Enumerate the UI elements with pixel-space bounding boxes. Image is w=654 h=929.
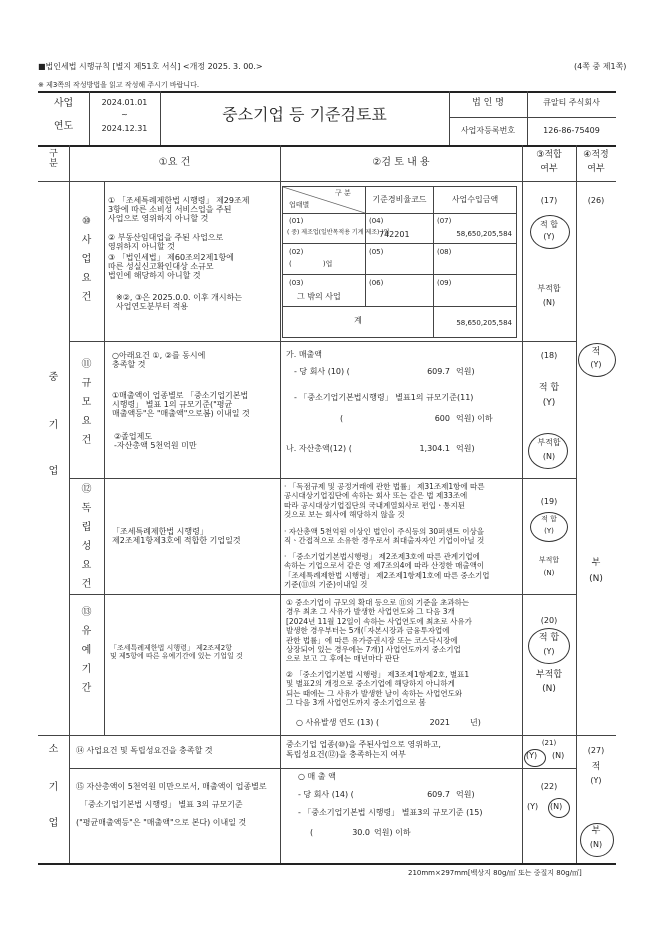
indep-rv-1: · 「독점규제 및 공정거래에 관한 법률」 제31조제1항에 따른 공시대상기업집단에 속하는 회사 또는 같은 법 제33조에 따라 공시대상기업집단의 국내계열회사로 편입ㆍ통지된 것으로 보는 회사에 해당하지 않을 것 bbox=[284, 482, 485, 520]
total-label: 계 bbox=[354, 316, 362, 325]
small-rv-b-unit: 억원) bbox=[456, 790, 475, 799]
line-business bbox=[69, 341, 576, 342]
label-scale: ⑪ 규 모 요 건 bbox=[81, 359, 92, 446]
r1-name: ( 중) 제조업(일반목적용 기계 제조) )업 bbox=[287, 229, 390, 236]
paper-spec: 210mm×297mm[백상지 80g/㎡ 또는 중질지 80g/㎡] bbox=[408, 869, 582, 877]
grace-fit-ng-n: (N) bbox=[542, 684, 556, 694]
business-fit-ok-y: (Y) bbox=[543, 232, 555, 241]
small-rv-d-val: 30.0 bbox=[352, 828, 370, 837]
border-top bbox=[38, 91, 616, 93]
business-req-1: ① 「조세특례제한법 시행령」 제29조제 3항에 따른 소비성 서비스업을 주된 사업으로 영위하지 아니할 것 bbox=[108, 196, 250, 224]
year-label-2: 연도 bbox=[53, 121, 74, 132]
scale-rv-a: 가. 매출액 bbox=[286, 350, 322, 359]
year-label-1: 사업 bbox=[53, 98, 74, 109]
scale-req-c: ②졸업제도 -자산총액 5천억원 미만 bbox=[114, 432, 197, 451]
side-small-3: 업 bbox=[48, 818, 59, 829]
small-rv-b-a: ○ 매 출 액 bbox=[298, 772, 336, 781]
r2-no1: (02) bbox=[289, 248, 304, 256]
small-rv-b-val: 609.7 bbox=[427, 790, 450, 799]
business-fit-ng: 부적합 bbox=[537, 284, 561, 293]
line-corp bbox=[449, 117, 616, 118]
side-small-2: 기 bbox=[48, 782, 59, 793]
scale-rv-d-pre: ( bbox=[340, 414, 344, 423]
business-req-note: ※②, ③은 2025.0.0. 이후 개시하는 사업연도분부터 적용 bbox=[116, 293, 243, 312]
small-a-fit-n: (N) bbox=[552, 751, 565, 760]
sme-overall-ng: 부 bbox=[591, 558, 601, 568]
indep-req: 「조세특례제한법 시행령」 제2조제1항제3호에 적합한 기업일것 bbox=[112, 527, 241, 546]
border-bottom bbox=[38, 863, 616, 865]
grace-fit-no: (20) bbox=[540, 616, 558, 625]
r2-name: ( )업 bbox=[289, 260, 333, 268]
r1-no2: (04) bbox=[369, 217, 384, 225]
col-fit3-2: 여부 bbox=[540, 164, 558, 174]
grace-fit-ok-y: (Y) bbox=[543, 647, 555, 656]
scale-rv-b-unit: 억원) bbox=[456, 367, 475, 376]
v-req bbox=[280, 145, 281, 863]
corp-name: 큐알티 주식회사 bbox=[543, 98, 600, 107]
scale-fit-ng-n: (N) bbox=[542, 452, 556, 461]
business-fit-ng-n: (N) bbox=[542, 298, 556, 307]
side-small-1: 소 bbox=[48, 744, 59, 755]
grace-rv-1: ① 중소기업이 규모의 확대 등으로 ⑪의 기준을 초과하는 경우 최초 그 사유가 발생한 사업연도와 그 다음 3개 [2024년 11월 12일이 속하는 사업연도에 최초로 사유가 발생한 경우부터는 5개(「자본시장과 금융투자업에 관한 법률」에 따른 유가증권시장 또는 코스닥시장에 상장되어 있는 경우에는 7개)] 사업연도까지 중소기업 으로 보고 그 후에는 매년마다 판단 bbox=[286, 598, 472, 664]
col-fit4-1: ④적정 bbox=[583, 150, 609, 160]
table-head-code: 기준경비율코드 bbox=[372, 195, 427, 204]
small-b-fit-n: (N) bbox=[550, 802, 563, 811]
side-sme-1: 중 bbox=[48, 372, 59, 383]
grace-fit-ok: 적 합 bbox=[538, 633, 560, 643]
small-rv-d-unit: 억원) 이하 bbox=[374, 828, 411, 837]
scale-rv-e-pre: 나. 자산총액(12) ( bbox=[286, 444, 352, 453]
table-head-div: 구 분 bbox=[335, 189, 351, 197]
small-req-b-2: 「중소기업기본법 시행령」 별표 3의 규모기준 bbox=[80, 800, 243, 809]
label-business: ⑩ 사 업 요 건 bbox=[81, 216, 92, 303]
v-fit bbox=[576, 145, 577, 863]
business-req-2: ② 부동산임대업을 주된 사업으로 영위하지 아니할 것 bbox=[108, 233, 224, 252]
scale-req-b: ①매출액이 업종별로 「중소기업기본법 시행령」 별표 1의 규모기준("평균 매출액등"은 "매출액"으로봄) 이내일 것 bbox=[112, 391, 250, 419]
indep-fit-no: (19) bbox=[540, 497, 558, 506]
page-number: (4쪽 중 제1쪽) bbox=[574, 62, 627, 71]
small-req-b-1: ⑮ 자산총액이 5천억원 미만으로서, 매출액이 업종별로 bbox=[76, 782, 267, 791]
form-reference: ■법인세법 시행규칙 [별지 제51호 서식] <개정 2025. 3. 00.> bbox=[38, 62, 263, 71]
scale-rv-d-unit: 억원) 이하 bbox=[456, 414, 493, 423]
indep-rv-2: · 자산총액 5천억원 이상인 법인이 주식등의 30퍼센트 이상을 직ㆍ간접적으로 소유한 경우로서 최대출자자인 기업이아닐 것 bbox=[284, 527, 485, 546]
biz-no: 126-86-75409 bbox=[543, 126, 600, 135]
line-scale bbox=[69, 478, 576, 479]
scale-fit-ok-y: (Y) bbox=[542, 398, 556, 408]
business-req-3: ③ 「법인세법」 제60조의2제1항에 따른 성실신고확인대상 소규모 법인에 해당하지 아니할 것 bbox=[108, 253, 234, 281]
label-independence: ⑫ 독 립 성 요 건 bbox=[81, 484, 92, 590]
r1-amt: 58,650,205,584 bbox=[456, 230, 512, 238]
small-overall-ok: 적 bbox=[591, 762, 601, 772]
col-category: 구분 bbox=[49, 149, 58, 169]
grace-rv-3-unit: 년) bbox=[470, 718, 481, 727]
indep-fit-ok: 적 합 bbox=[541, 515, 557, 523]
small-b-fit-y: (Y) bbox=[527, 802, 539, 811]
business-fit-ok: 적 합 bbox=[540, 220, 558, 229]
small-rv-a: 중소기업 업종(⑩)을 주된사업으로 영위하고, 독립성요건(⑫)을 충족하는지 여부 bbox=[286, 740, 441, 759]
scale-fit-ok: 적 합 bbox=[538, 383, 560, 393]
scale-rv-b-pre: - 당 회사 (10) ( bbox=[294, 367, 350, 376]
grace-rv-2: ② 「중소기업기본법 시행령」 제3조제1항제2호, 별표1 및 별표2의 개정으로 중소기업에 해당하지 아니하게 되는 때에는 그 사유가 발생한 날이 속하는 사업연도와 그 다음 3개 사업연도까지 중소기업으로 봄 bbox=[286, 670, 470, 708]
scale-req-a: ○아래요건 ①, ②를 동시에 충족할 것 bbox=[112, 351, 206, 370]
small-rv-b-pre: - 당 회사 (14) ( bbox=[298, 790, 354, 799]
r2-no2: (05) bbox=[369, 248, 384, 256]
col-fit3-1: ③적합 bbox=[536, 150, 562, 160]
business-table bbox=[282, 186, 517, 338]
scale-rv-b-val: 609.7 bbox=[427, 367, 450, 376]
biz-no-label: 사업자등록번호 bbox=[460, 126, 516, 135]
total-amt: 58,650,205,584 bbox=[456, 319, 512, 327]
instruction-note: ※ 제3쪽의 작성방법을 읽고 작성해 주시기 바랍니다. bbox=[38, 81, 200, 89]
line-small-a bbox=[69, 768, 576, 769]
small-req-b-3: ("평균매출액등"은 "매출액"으로 본다) 이내일 것 bbox=[76, 818, 247, 827]
indep-rv-3: · 「중소기업기본법시행령」 제2조제3호에 따른 관계기업에 속하는 기업으로서 같은 영 제7조의4에 따라 산정한 매출액이 「조세특례제한법 시행령」 제2조제1항제1호에 따른 중소기업 기준(⑪의 기준)이내일 것 bbox=[284, 552, 490, 590]
scale-overall-ok-y: (Y) bbox=[590, 360, 602, 369]
label-grace: ⑬ 유 예 기 간 bbox=[81, 607, 92, 694]
small-overall-ng-n: (N) bbox=[589, 840, 603, 849]
r1-code: 742201 bbox=[379, 230, 410, 239]
grace-req: 「조세특례제한법 시행령」 제2조제2항 및 제5항에 따른 유예기간에 있는 기업일 것 bbox=[110, 644, 243, 661]
indep-fit-ng: 부적합 bbox=[538, 556, 560, 564]
grace-rv-3-val: 2021 bbox=[429, 718, 450, 727]
col-review: ②검 토 내 용 bbox=[372, 157, 430, 168]
small-rv-d-pre: ( bbox=[310, 828, 314, 837]
table-head-biz: 업태별 bbox=[289, 201, 310, 209]
line-indep bbox=[69, 594, 576, 595]
period-to: 2024.12.31 bbox=[101, 124, 148, 133]
small-a-fit-y: (Y) bbox=[526, 751, 538, 760]
indep-fit-ok-y: (Y) bbox=[544, 527, 554, 535]
sme-overall-ng-n: (N) bbox=[589, 574, 603, 584]
small-rv-c: - 「중소기업기본법 시행령」 별표3의 규모기준 (15) bbox=[298, 808, 483, 817]
scale-rv-c: - 「중소기업기본법시행령」 별표1의 규모기준(11) bbox=[294, 393, 474, 402]
small-overall-ng: 부 bbox=[591, 826, 601, 836]
scale-overall-ok: 적 bbox=[591, 347, 601, 357]
period-from: 2024.01.01 bbox=[101, 98, 148, 107]
r1-no1: (01) bbox=[289, 217, 304, 225]
v-label bbox=[104, 181, 105, 735]
form-title: 중소기업 등 기준검토표 bbox=[222, 105, 387, 124]
scale-rv-e-unit: 억원) bbox=[456, 444, 475, 453]
line-sme-end bbox=[38, 735, 616, 736]
small-a-fit-no: (21) bbox=[541, 739, 557, 747]
r2-no3: (08) bbox=[437, 248, 452, 256]
scale-fit-no: (18) bbox=[540, 351, 558, 360]
indep-fit-ng-n: (N) bbox=[543, 569, 555, 577]
grace-fit-ng: 부적합 bbox=[535, 670, 563, 680]
scale-fit-ng: 부적합 bbox=[537, 438, 561, 447]
scale-rv-d-val: 600 bbox=[434, 414, 450, 423]
small-overall-ok-y: (Y) bbox=[590, 776, 602, 785]
grace-rv-3-pre: ○ 사유발생 연도 (13) ( bbox=[296, 718, 380, 727]
scale-rv-e-val: 1,304.1 bbox=[419, 444, 450, 453]
business-overall-no: (26) bbox=[587, 196, 605, 205]
table-head-amt: 사업수입금액 bbox=[451, 195, 499, 204]
small-req-a: ⑭ 사업요건 및 독립성요건을 충족할 것 bbox=[76, 746, 213, 755]
r1-no3: (07) bbox=[437, 217, 452, 225]
small-b-fit-no: (22) bbox=[540, 782, 558, 791]
side-sme-2: 기 bbox=[48, 420, 59, 431]
small-overall-no: (27) bbox=[587, 746, 605, 755]
col-fit4-2: 여부 bbox=[587, 164, 605, 174]
line-colhead bbox=[38, 181, 616, 182]
corp-label: 법 인 명 bbox=[472, 98, 504, 108]
r3-no2: (06) bbox=[369, 279, 384, 287]
r3-no1: (03) bbox=[289, 279, 304, 287]
col-requirement: ①요 건 bbox=[158, 157, 191, 168]
r3-no3: (09) bbox=[437, 279, 452, 287]
business-fit-no: (17) bbox=[540, 196, 558, 205]
border-title-bottom bbox=[38, 145, 616, 147]
r3-name: 그 밖의 사업 bbox=[297, 292, 341, 301]
period-tilde: ~ bbox=[121, 110, 128, 119]
side-sme-3: 업 bbox=[48, 466, 59, 477]
